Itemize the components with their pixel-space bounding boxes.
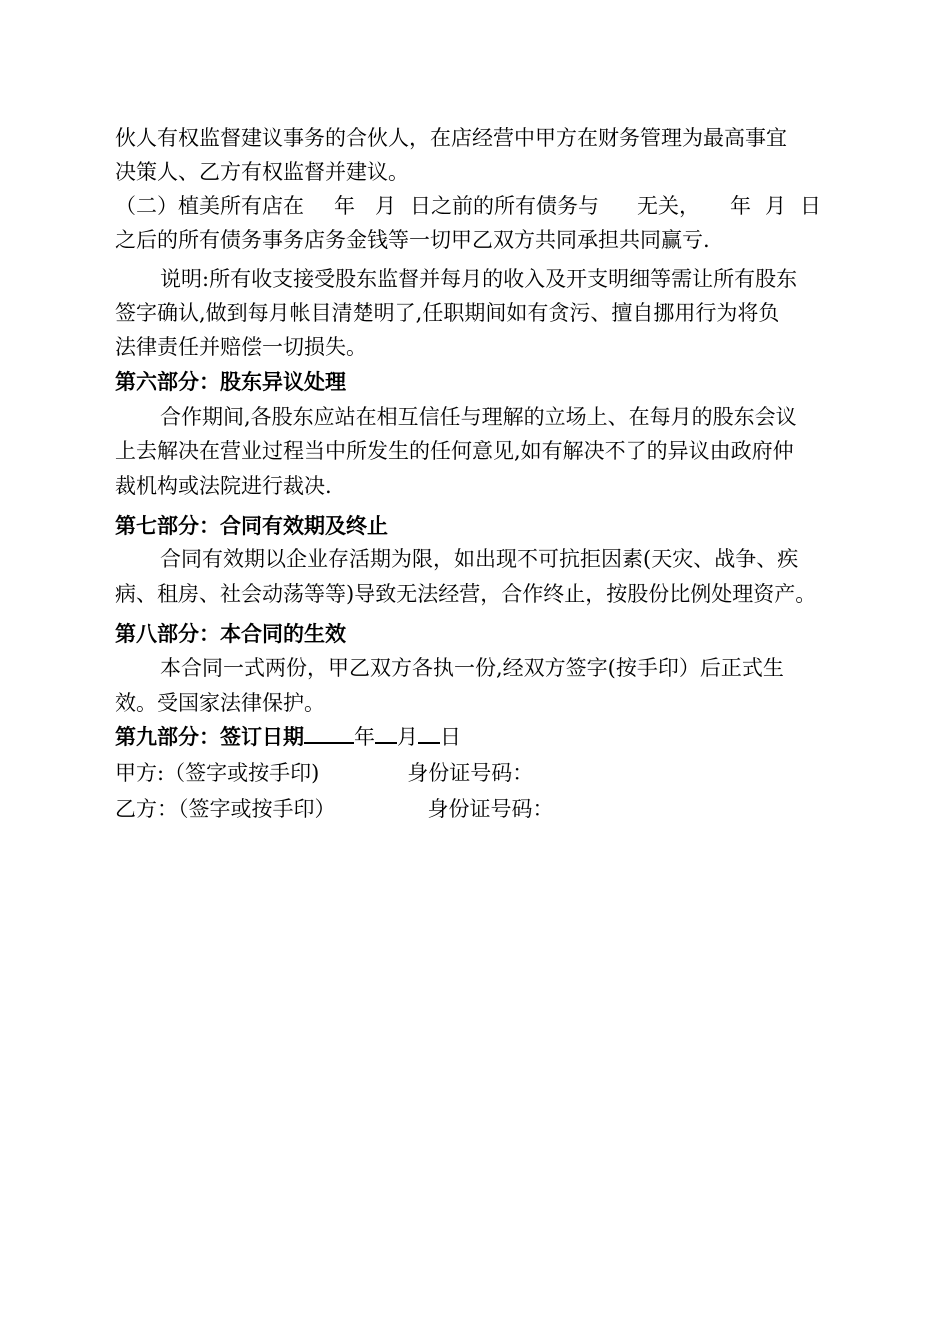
section-6-body-line: 上去解决在营业过程当中所发生的任何意见,如有解决不了的异议由政府仲 [115,439,794,463]
sign-month: 月 [397,725,418,749]
section-9-line [115,720,845,754]
item-2-line-1 [115,189,845,223]
party-a-label: 甲方:（签字或按手印) [115,761,320,785]
sign-year: 年 [354,725,375,749]
item-2-year-1: 年 [334,194,355,218]
item-2-line-2: 之后的所有债务事务店务金钱等一切甲乙双方共同承担共同赢亏. [115,228,710,252]
day-blank [418,720,440,744]
party-a-line [115,756,845,790]
section-9-heading: 第九部分：签订日期 [115,724,304,749]
section-7-body-line: 病、租房、社会动荡等等)导致无法经营，合作终止，按股份比例处理资产。 [115,582,817,606]
item-2-prefix: （二）植美所有店在 [115,194,304,218]
item-2-day-1: 日之前的所有债务与 [410,194,599,218]
party-b-label: 乙方：（签字或按手印） [115,797,336,821]
item-2-month-2: 月 [765,194,786,218]
note-line: 法律责任并赔偿一切损失。 [115,335,367,359]
section-6-body-line: 裁机构或法院进行裁决. [115,474,332,498]
note-line: 签字确认,做到每月帐目清楚明了,任职期间如有贪污、擅自挪用行为将负 [115,301,780,325]
section-8-heading: 第八部分：本合同的生效 [115,621,346,646]
party-a-id-label: 身份证号码： [407,761,534,785]
sign-day: 日 [440,725,461,749]
section-8-body-line: 效。受国家法律保护。 [115,691,325,715]
note-line: 说明:所有收支接受股东监督并每月的收入及开支明细等需让所有股东 [160,267,798,291]
party-b-line [115,792,845,826]
item-2-month-1: 月 [375,194,396,218]
section-6-body-line: 合作期间,各股东应站在相互信任与理解的立场上、在每月的股东会议 [160,405,797,429]
section-6-heading: 第六部分：股东异议处理 [115,369,346,394]
section-8-body-line: 本合同一式两份，甲乙双方各执一份,经双方签字(按手印）后正式生 [160,656,784,680]
section-7-heading: 第七部分：合同有效期及终止 [115,513,388,538]
party-b-id-label: 身份证号码： [427,797,554,821]
item-2-day-2: 日 [800,194,821,218]
section-7-body-line: 合同有效期以企业存活期为限，如出现不可抗拒因素(天灾、战争、疾 [160,547,799,571]
paragraph-line: 伙人有权监督建议事务的合伙人，在店经营中甲方在财务管理为最高事宜 [115,126,787,150]
item-2-year-2: 年 [730,194,751,218]
item-2-nothing: 无关， [637,194,700,218]
month-blank [375,720,397,744]
year-blank [304,720,354,744]
paragraph-line: 决策人、乙方有权监督并建议。 [115,160,409,184]
